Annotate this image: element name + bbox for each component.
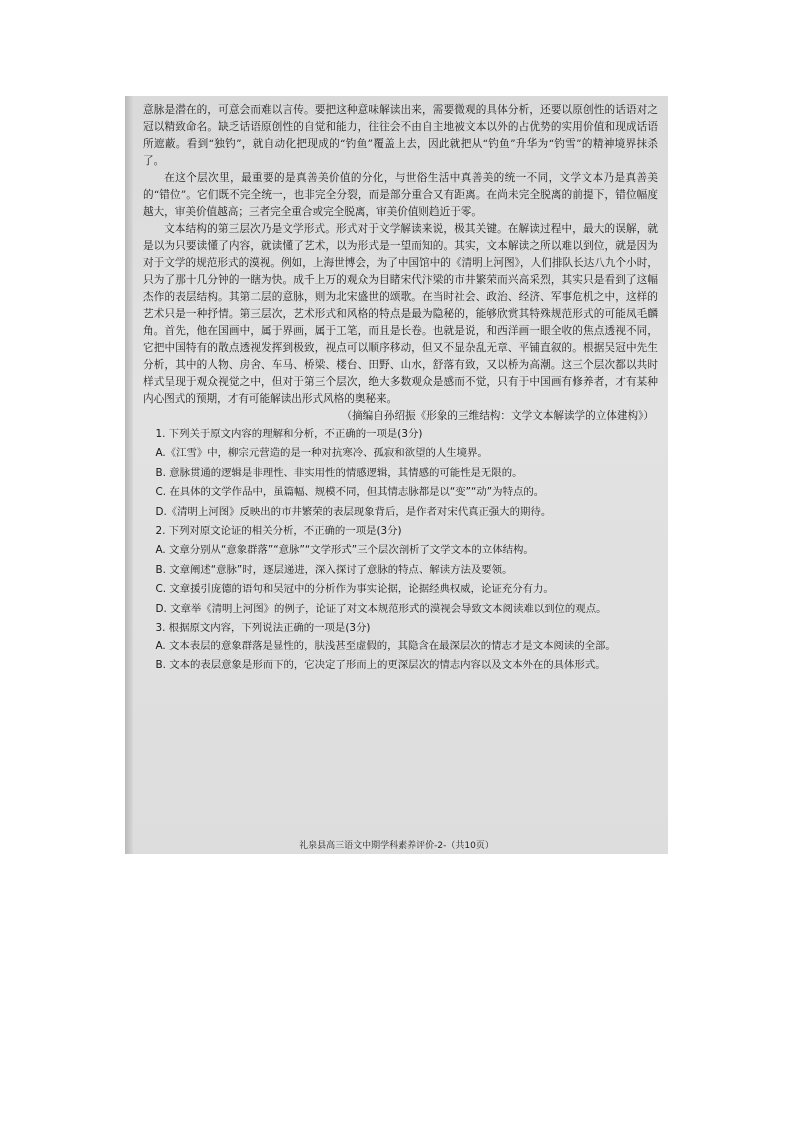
question-option: D. 文章举《清明上河图》的例子，论证了对文本规范形式的漠视会导致文本阅读难以到位的观点。 xyxy=(155,602,607,615)
question-option: C. 文章援引庞德的语句和吴冠中的分析作为事实论据，论据经典权威，论证充分有力。 xyxy=(155,583,554,596)
question-option: A. 文本表层的意象群落是显性的，肤浅甚至虚假的，其隐含在最深层次的情志才是文本阅读的全部。 xyxy=(155,640,616,653)
scanned-page-photo xyxy=(125,96,668,854)
passage-paragraph: 在这个层次里，最重要的是真善美价值的分化，与世俗生活中真善美的统一不同，文学文本乃是真善美的“错位”。它们既不完全统一，也非完全分裂，而是部分重合又有距离。在尚未完全脱离的前提下，错位幅度越大，审美价值越高；三者完全重合或完全脱离，审美价值则趋近于零。 xyxy=(143,172,658,218)
question-option: C. 在具体的文学作品中，虽篇幅、规模不同，但其情志脉都是以“变”“动”为特点的。 xyxy=(155,486,545,499)
page-shadow-edge xyxy=(125,96,133,854)
page-footer: 礼泉县高三语文中期学科素养评价-2-（共10页） xyxy=(299,841,494,851)
exam-content xyxy=(143,102,658,676)
passage-paragraph: 文本结构的第三层次乃是文学形式。形式对于文学解读来说，极其关键。在解读过程中，最大的误解，就是以为只要读懂了内容，就读懂了艺术，以为形式是一望而知的。其实，文本解读之所以难以到位，就是因为对于文学的规范形式的漠视。例如，上海世博会，为了中国馆中的《清明上河图》，人们排队长达八九个小时，只为了那十几分钟的一瞎为快。成千上万的观众为目睹宋代汴梁的市井繁荣而兴高采烈，其实只是看到了这幅杰作的表层结构。其第二层的意脉，则为北宋盛世的颂歌。在当时社会、政治、经济、军事危机之中，这样的艺术只是一种抒情。第三层次，艺术形式和风格的特点是最为隐秘的，能够欣赏其特殊规范形式的可能凤毛麟角。首先，他在国画中，属于界画，属于工笔，而且是长卷。也就是说，和西洋画一眼全收的焦点透视不同，它把中国特有的散点透视发挥到极致，视点可以顺序移动，但又不显杂乱无章、平铺直叙的。根据吴冠中先生分析，其中的人物、房舍、车马、桥梁、楼台、田野、山水，舒落有致，又以桥为高潮。这三个层次都以共时样式呈现于观众视觉之中，但对于第三个层次，绝大多数观众是感而不觉，只有于中国画有修养者，才有某种内心图式的预期，才有可能解读出形式风格的奥秘来。 xyxy=(143,223,658,405)
question-option: D.《清明上河图》反映出的市井繁荣的表层现象背后，是作者对宋代真正强大的期待。 xyxy=(155,505,552,518)
question-option: B. 意脉贯通的逻辑是非理性、非实用性的情感逻辑，其情感的可能性是无限的。 xyxy=(155,466,523,479)
question-stem: 2. 下列对原文论证的相关分析，不正确的一项是(3分) xyxy=(155,525,402,538)
question-option: B. 文章阐述“意脉”时，逐层递进，深入探讨了意脉的特点、解读方法及要领。 xyxy=(155,563,513,576)
question-option: B. 文本的表层意象是形而下的，它决定了形而上的更深层次的情志内容以及文本外在的具体形式。 xyxy=(155,659,606,672)
question-stem: 1. 下列关于原文内容的理解和分析，不正确的一项是(3分) xyxy=(155,428,423,440)
question-stem: 3. 根据原文内容，下列说法正确的一项是(3分) xyxy=(155,622,371,635)
passage-paragraph: 意脉是潜在的，可意会而难以言传。要把这种意味解读出来，需要微观的具体分析，还要以原创性的话语对之冠以精致命名。缺乏话语原创性的自觉和能力，往往会不由自主地被文本以外的占优势的实用价值和现成话语所遮蔽。看到“独钓”，就自动化把现成的“钓鱼”覆盖上去，因此就把从“钓鱼”升华为“钓雪”的精神境界抹杀了。 xyxy=(143,104,658,167)
question-option: A. 文章分别从“意象群落”“意脉”“文学形式”三个层次剖析了文学文本的立体结构。 xyxy=(155,544,534,557)
passage-source: （摘编自孙绍振《形象的三维结构：文学文本解读学的立体建构》） xyxy=(341,410,654,422)
question-option: A.《江雪》中，柳宗元营造的是一种对抗寒冷、孤寂和欲望的人生境界。 xyxy=(155,447,488,460)
